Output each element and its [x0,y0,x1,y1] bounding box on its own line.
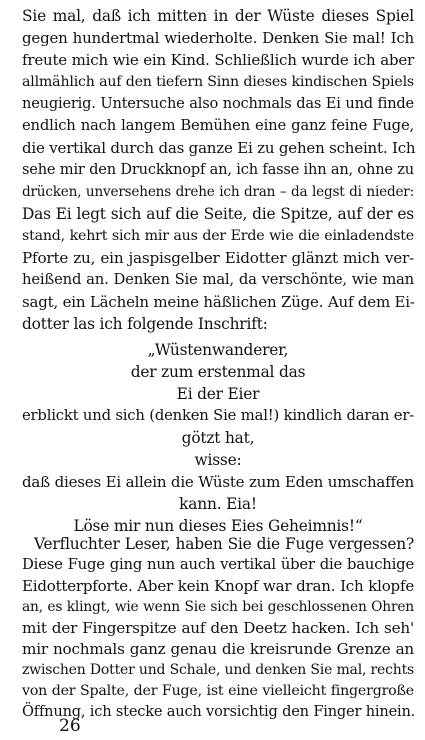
inscription-line: „Wüstenwanderer, [147,341,289,359]
text-line: heißend an. Denken Sie mal, da verschönte, wie man [22,271,414,288]
inscription-line: erblickt und sich (denken Sie mal!) kindlich daran er- [22,407,414,424]
text-line: zwischen Dotter und Schale, und denken Sie mal, rechts [22,662,414,678]
page-number: 26 [59,716,81,736]
inscription-line: kann. Eia! [179,495,257,513]
text-line: endlich nach langem Bemühen eine ganz feine Fuge, [22,117,414,134]
text-line: Sie mal, daß ich mitten in der Wüste dieses Spiel [22,7,414,25]
text-line: allmählich auf den tiefern Sinn dieses kindischen Spiels [22,74,414,90]
inscription-line: götzt hat, [181,429,255,447]
text-line: drücken, unversehens drehe ich dran – da legst di nieder: [22,184,414,200]
text-line: Das Ei legt sich auf die Seite, die Spitze, auf der es [22,205,414,223]
text-line: Öffnung, ich stecke auch vorsichtig den Finger hinein. [22,703,416,720]
inscription-line: Ei der Eier [176,385,260,403]
text-line: mir nochmals ganz genau die kreisrunde Grenze an [22,640,414,658]
inscription-line: daß dieses Ei allein die Wüste zum Eden umschaffen [22,473,414,491]
text-line: die vertikal durch das ganze Ei zu gehen scheint. Ich [22,139,416,157]
text-line: sagt, ein Lächeln meine häßlichen Züge. Auf dem Ei- [22,293,415,311]
text-line: dotter las ich folgende Inschrift: [22,315,268,333]
text-line: stand, kehrt sich mir aus der Erde wie die einladendste [22,228,414,244]
text-line: neugierig. Untersuche also nochmals das Ei und finde [22,95,414,112]
text-line: von der Spalte, der Fuge, ist eine vielleicht fingergroße [22,683,414,699]
text-line: freute mich wie ein Kind. Schließlich wurde ich aber [22,51,414,69]
text-line: Diese Fuge ging nun auch vertikal über die bauchige [22,556,414,573]
text-line: Verfluchter Leser, haben Sie die Fuge vergessen? [34,535,414,553]
text-line: gegen hundertmal wiederholte. Denken Sie mal! Ich [22,29,414,47]
text-line: sehe mir den Druckknopf an, ich fasse ihn an, ohne zu [22,161,414,178]
text-line: Eidotterpforte. Aber kein Knopf war dran. Ich klopfe [22,577,414,595]
inscription-line: der zum erstenmal das [130,363,306,381]
text-line: Pforte zu, ein jaspisgelber Eidotter glänzt mich ver- [22,249,414,267]
inscription-line: Löse mir nun dieses Eies Geheimnis!“ [73,517,363,535]
text-line: an, es klingt, wie wenn Sie sich bei geschlossenen Ohren [22,599,414,615]
text-line: mit der Fingerspitze auf den Deetz hacken. Ich seh' [22,619,414,637]
inscription-line: wisse: [194,451,242,469]
